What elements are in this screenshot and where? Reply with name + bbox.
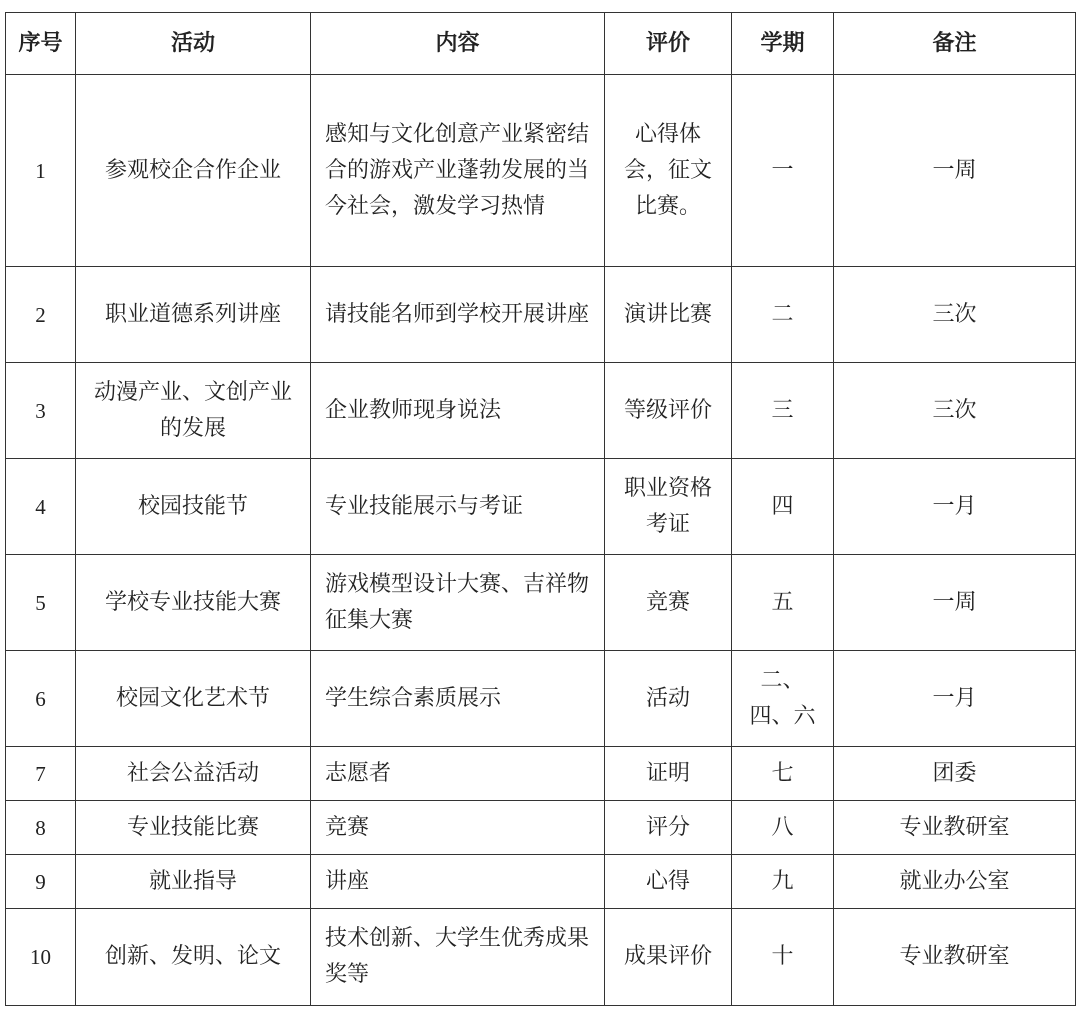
cell-no: 4 <box>6 459 76 555</box>
cell-no: 6 <box>6 651 76 747</box>
header-row <box>6 13 1076 75</box>
cell-content: 企业教师现身说法 <box>311 363 605 459</box>
cell-content: 学生综合素质展示 <box>311 651 605 747</box>
cell-evaluation: 证明 <box>605 747 732 801</box>
cell-term: 一 <box>732 75 834 267</box>
cell-evaluation: 评分 <box>605 801 732 855</box>
cell-evaluation: 职业资格考证 <box>605 459 732 555</box>
table-row <box>6 363 1076 459</box>
cell-note: 三次 <box>834 267 1076 363</box>
table-body <box>6 75 1076 1006</box>
cell-activity: 就业指导 <box>76 855 311 909</box>
cell-content: 讲座 <box>311 855 605 909</box>
cell-no: 5 <box>6 555 76 651</box>
cell-evaluation: 演讲比赛 <box>605 267 732 363</box>
cell-term: 九 <box>732 855 834 909</box>
cell-content: 竞赛 <box>311 801 605 855</box>
header-term: 学期 <box>732 13 834 75</box>
cell-note: 一月 <box>834 651 1076 747</box>
cell-content: 感知与文化创意产业紧密结合的游戏产业蓬勃发展的当今社会，激发学习热情 <box>311 75 605 267</box>
table-row <box>6 855 1076 909</box>
cell-content: 技术创新、大学生优秀成果奖等 <box>311 909 605 1006</box>
cell-no: 7 <box>6 747 76 801</box>
cell-content: 专业技能展示与考证 <box>311 459 605 555</box>
cell-term: 二、四、六 <box>732 651 834 747</box>
cell-content: 游戏模型设计大赛、吉祥物征集大赛 <box>311 555 605 651</box>
cell-evaluation: 成果评价 <box>605 909 732 1006</box>
cell-term: 八 <box>732 801 834 855</box>
cell-activity: 学校专业技能大赛 <box>76 555 311 651</box>
cell-note: 团委 <box>834 747 1076 801</box>
cell-evaluation: 心得体会，征文比赛。 <box>605 75 732 267</box>
table-row <box>6 651 1076 747</box>
cell-term: 二 <box>732 267 834 363</box>
cell-note: 一周 <box>834 555 1076 651</box>
cell-note: 专业教研室 <box>834 909 1076 1006</box>
cell-note: 一周 <box>834 75 1076 267</box>
header-content: 内容 <box>311 13 605 75</box>
cell-activity: 动漫产业、文创产业的发展 <box>76 363 311 459</box>
cell-term: 五 <box>732 555 834 651</box>
cell-evaluation: 竞赛 <box>605 555 732 651</box>
table-row <box>6 267 1076 363</box>
cell-evaluation: 等级评价 <box>605 363 732 459</box>
cell-note: 专业教研室 <box>834 801 1076 855</box>
cell-no: 3 <box>6 363 76 459</box>
table-row <box>6 747 1076 801</box>
header-activity: 活动 <box>76 13 311 75</box>
cell-no: 1 <box>6 75 76 267</box>
cell-activity: 社会公益活动 <box>76 747 311 801</box>
cell-evaluation: 活动 <box>605 651 732 747</box>
cell-note: 就业办公室 <box>834 855 1076 909</box>
cell-no: 10 <box>6 909 76 1006</box>
cell-content: 请技能名师到学校开展讲座 <box>311 267 605 363</box>
cell-activity: 创新、发明、论文 <box>76 909 311 1006</box>
table-row <box>6 555 1076 651</box>
cell-term: 七 <box>732 747 834 801</box>
cell-activity: 校园技能节 <box>76 459 311 555</box>
cell-evaluation: 心得 <box>605 855 732 909</box>
table-row <box>6 75 1076 267</box>
table-header <box>6 13 1076 75</box>
header-note: 备注 <box>834 13 1076 75</box>
cell-term: 十 <box>732 909 834 1006</box>
cell-activity: 参观校企合作企业 <box>76 75 311 267</box>
cell-term: 三 <box>732 363 834 459</box>
table-row <box>6 909 1076 1006</box>
cell-note: 一月 <box>834 459 1076 555</box>
cell-no: 2 <box>6 267 76 363</box>
cell-activity: 校园文化艺术节 <box>76 651 311 747</box>
activity-plan-table <box>5 12 1076 1006</box>
cell-activity: 专业技能比赛 <box>76 801 311 855</box>
cell-note: 三次 <box>834 363 1076 459</box>
cell-no: 9 <box>6 855 76 909</box>
header-evaluation: 评价 <box>605 13 732 75</box>
header-no: 序号 <box>6 13 76 75</box>
cell-activity: 职业道德系列讲座 <box>76 267 311 363</box>
table-row <box>6 459 1076 555</box>
cell-term: 四 <box>732 459 834 555</box>
cell-content: 志愿者 <box>311 747 605 801</box>
table-row <box>6 801 1076 855</box>
cell-no: 8 <box>6 801 76 855</box>
